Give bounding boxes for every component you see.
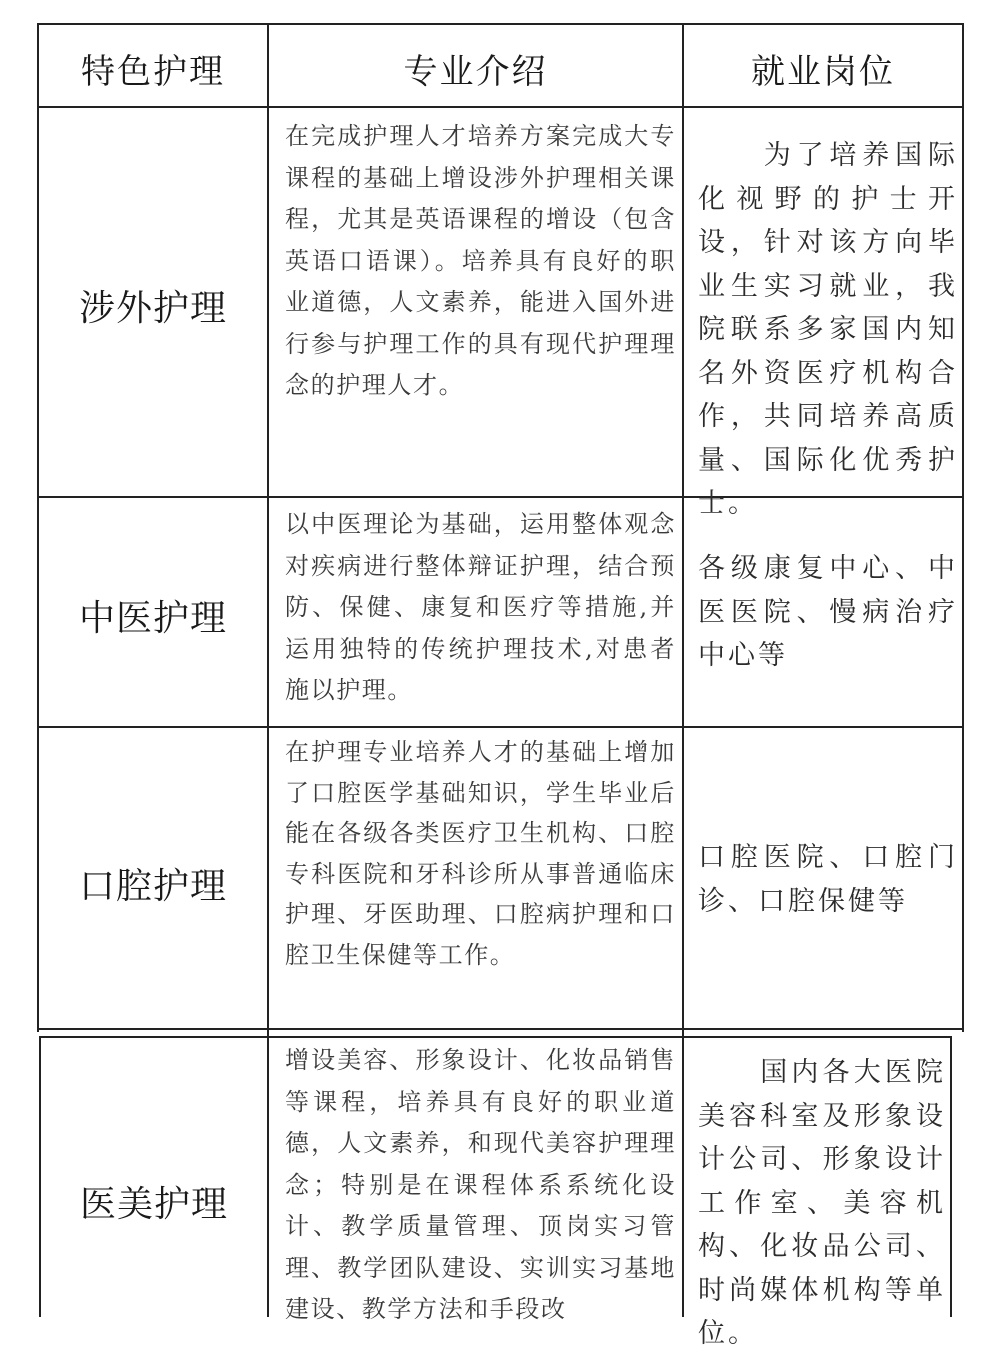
table-rule (40, 1036, 952, 1038)
table-rule (38, 726, 964, 728)
table-border-right (950, 1036, 952, 1317)
row-introduction: 以中医理论为基础，运用整体观念对疾病进行整体辩证护理，结合预防、保健、康复和医疗等措施,并运用独特的传统护理技术,对患者施以护理。 (285, 510, 676, 704)
table-rule (38, 106, 964, 108)
row-introduction: 在护理专业培养人才的基础上增加了口腔医学基础知识，学生毕业后能在各级各类医疗卫生机构、口腔专科医院和牙科诊所从事普通临床护理、牙医助理、口腔病护理和口腔卫生保健等工作。 (285, 738, 676, 969)
row-introduction: 增设美容、形象设计、化妆品销售等课程，培养具有良好的职业道德，人文素养，和现代美容护理理念；特别是在课程体系系统化设计、教学质量管理、顶岗实习管理、教学团队建设、实训实习基地建设、教学方法和手段改 (285, 1046, 676, 1323)
row-category: 医美护理 (79, 1184, 228, 1225)
table-border-right (962, 23, 964, 1032)
table-rule (38, 1028, 964, 1030)
header-category: 特色护理 (81, 52, 225, 92)
row-employment: 各级康复中心、中医医院、慢病治疗中心等 (698, 553, 958, 671)
header-introduction: 专业介绍 (403, 52, 548, 92)
row-employment: 为了培养国际化视野的护士开设，针对该方向毕业生实习就业，我院联系多家国内知名外资医疗机构合作，共同培养高质量、国际化优秀护士。 (698, 140, 958, 519)
row-employment: 国内各大医院美容科室及形象设计公司、形象设计工作室、美容机构、化妆品公司、时尚媒体机构等单位。 (698, 1057, 946, 1349)
row-category: 口腔护理 (78, 866, 227, 907)
row-introduction: 在完成护理人才培养方案完成大专课程的基础上增设涉外护理相关课程，尤其是英语课程的增设（包含英语口语课）。培养具有良好的职业道德，人文素养，能进入国外进行参与护理工作的具有现代护理理念的护理人才。 (285, 122, 676, 399)
table-border-top (38, 23, 964, 25)
row-category: 中医护理 (78, 598, 227, 639)
row-employment: 口腔医院、口腔门诊、口腔保健等 (698, 842, 958, 917)
row-category: 涉外护理 (78, 288, 227, 329)
header-employment: 就业岗位 (751, 52, 895, 92)
